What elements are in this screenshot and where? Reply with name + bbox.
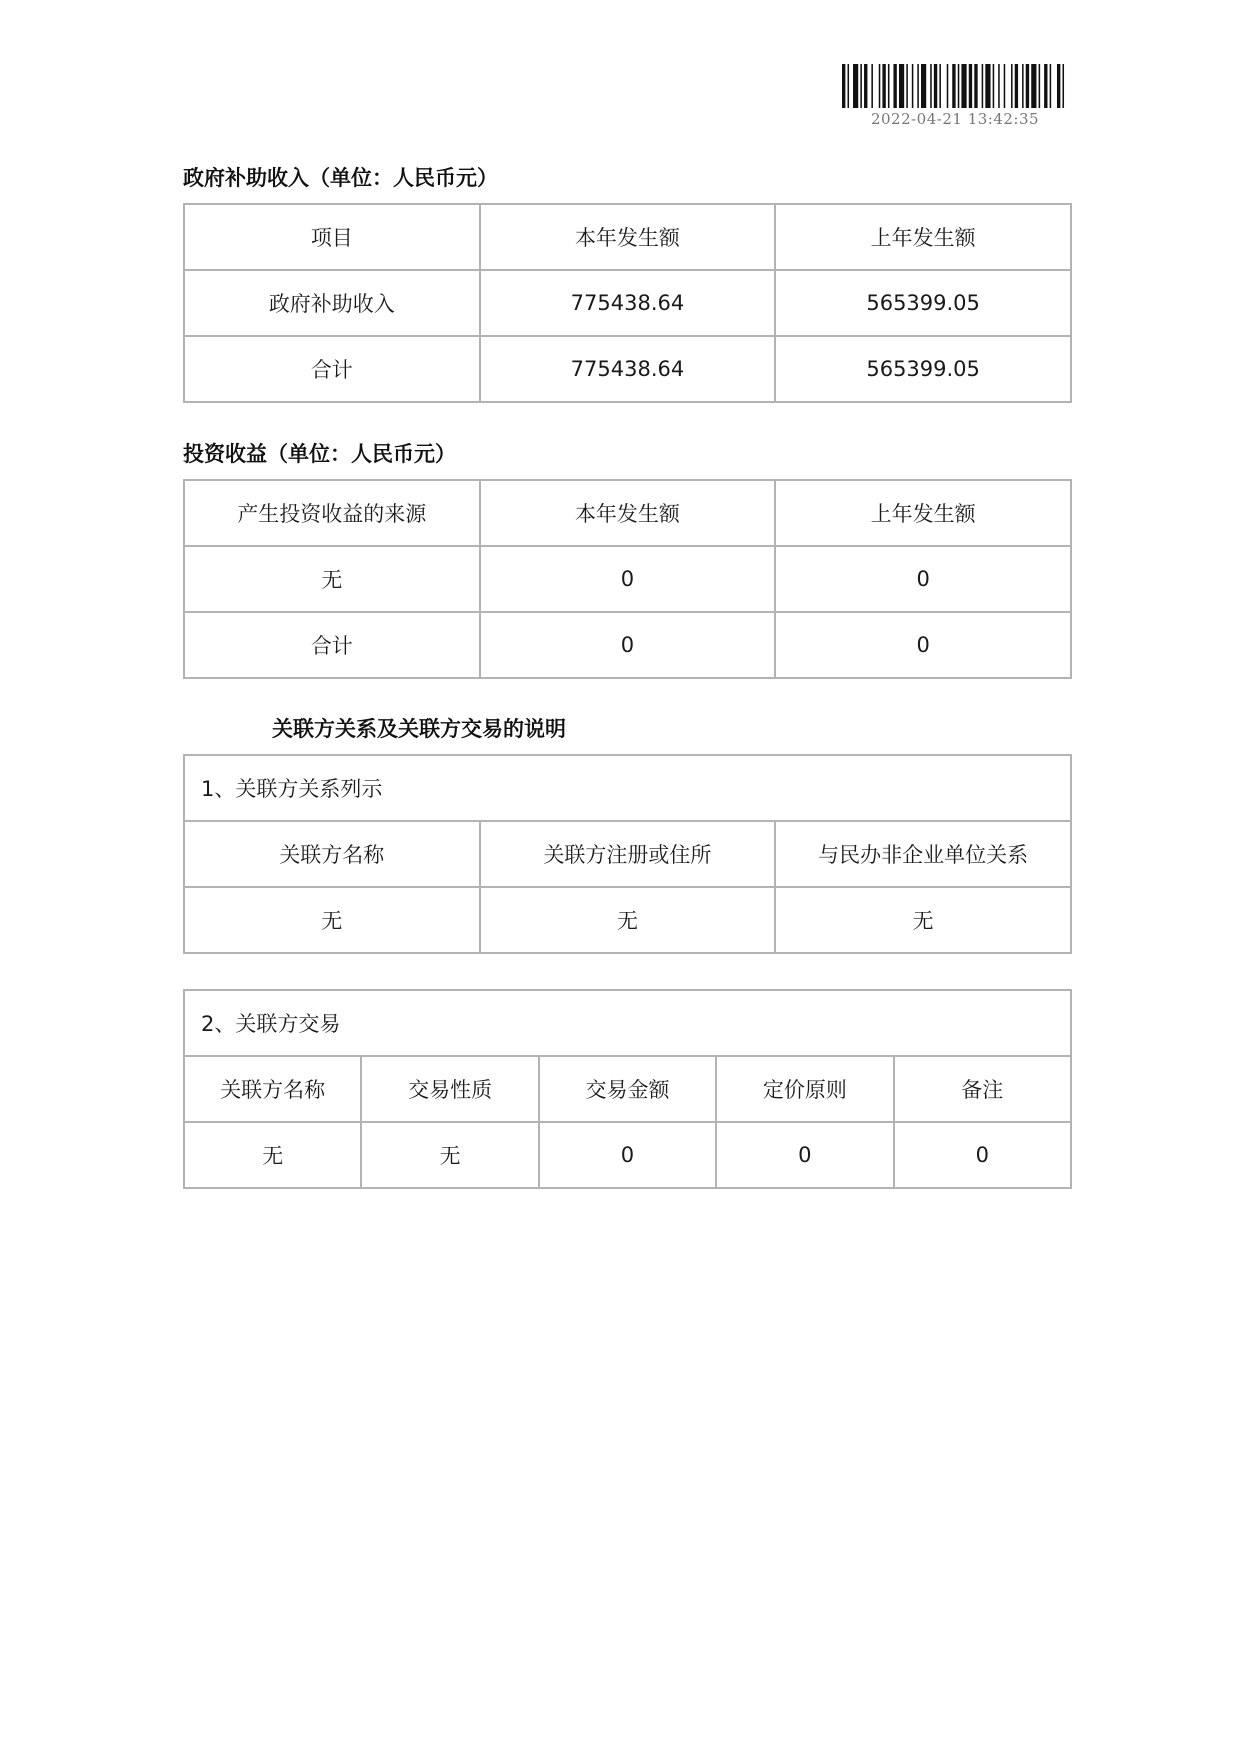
investment-table — [183, 479, 1072, 679]
table-cell: 无 — [184, 887, 480, 953]
table-cell: 无 — [361, 1122, 538, 1188]
column-header-remarks: 备注 — [894, 1056, 1071, 1122]
related-party-transactions-table — [183, 989, 1072, 1189]
table-row — [184, 270, 1071, 336]
column-header-pricing-principle: 定价原则 — [716, 1056, 893, 1122]
subsidy-table — [183, 203, 1072, 403]
table-cell: 合计 — [184, 336, 480, 402]
table-cell: 0 — [894, 1122, 1071, 1188]
table-cell: 0 — [539, 1122, 716, 1188]
transactions-caption: 2、关联方交易 — [184, 990, 1071, 1056]
table-cell: 0 — [716, 1122, 893, 1188]
table-cell: 0 — [775, 612, 1071, 678]
related-party-section-title: 关联方关系及关联方交易的说明 — [272, 717, 566, 741]
table-cell: 无 — [775, 887, 1071, 953]
column-header-source: 产生投资收益的来源 — [184, 480, 480, 546]
column-header-party-name: 关联方名称 — [184, 1056, 361, 1122]
column-header-item: 项目 — [184, 204, 480, 270]
column-header-transaction-amount: 交易金额 — [539, 1056, 716, 1122]
table-cell: 565399.05 — [775, 270, 1071, 336]
column-header-relationship: 与民办非企业单位关系 — [775, 821, 1071, 887]
column-header-current-year: 本年发生额 — [480, 480, 776, 546]
column-header-prior-year: 上年发生额 — [775, 204, 1071, 270]
table-cell: 政府补助收入 — [184, 270, 480, 336]
table-row — [184, 1122, 1071, 1188]
related-party-relations-table — [183, 754, 1072, 954]
print-timestamp: 2022-04-21 13:42:35 — [870, 110, 1040, 128]
column-header-current-year: 本年发生额 — [480, 204, 776, 270]
table-cell: 合计 — [184, 612, 480, 678]
column-header-party-name: 关联方名称 — [184, 821, 480, 887]
table-header-row — [184, 1056, 1071, 1122]
table-cell: 0 — [775, 546, 1071, 612]
table-cell: 0 — [480, 546, 776, 612]
table-caption-row — [184, 990, 1071, 1056]
table-row — [184, 612, 1071, 678]
table-header-row — [184, 821, 1071, 887]
table-header-row — [184, 480, 1071, 546]
table-header-row — [184, 204, 1071, 270]
table-caption-row — [184, 755, 1071, 821]
subsidy-section-title: 政府补助收入（单位：人民币元） — [183, 166, 498, 190]
column-header-registered-address: 关联方注册或住所 — [480, 821, 776, 887]
table-cell: 565399.05 — [775, 336, 1071, 402]
column-header-prior-year: 上年发生额 — [775, 480, 1071, 546]
table-cell: 无 — [480, 887, 776, 953]
table-cell: 无 — [184, 1122, 361, 1188]
table-cell: 0 — [480, 612, 776, 678]
column-header-transaction-nature: 交易性质 — [361, 1056, 538, 1122]
investment-section-title: 投资收益（单位：人民币元） — [183, 442, 456, 466]
table-cell: 775438.64 — [480, 336, 776, 402]
table-row — [184, 887, 1071, 953]
barcode-icon — [842, 64, 1068, 108]
table-row — [184, 336, 1071, 402]
table-cell: 无 — [184, 546, 480, 612]
table-cell: 775438.64 — [480, 270, 776, 336]
relations-caption: 1、关联方关系列示 — [184, 755, 1071, 821]
table-row — [184, 546, 1071, 612]
